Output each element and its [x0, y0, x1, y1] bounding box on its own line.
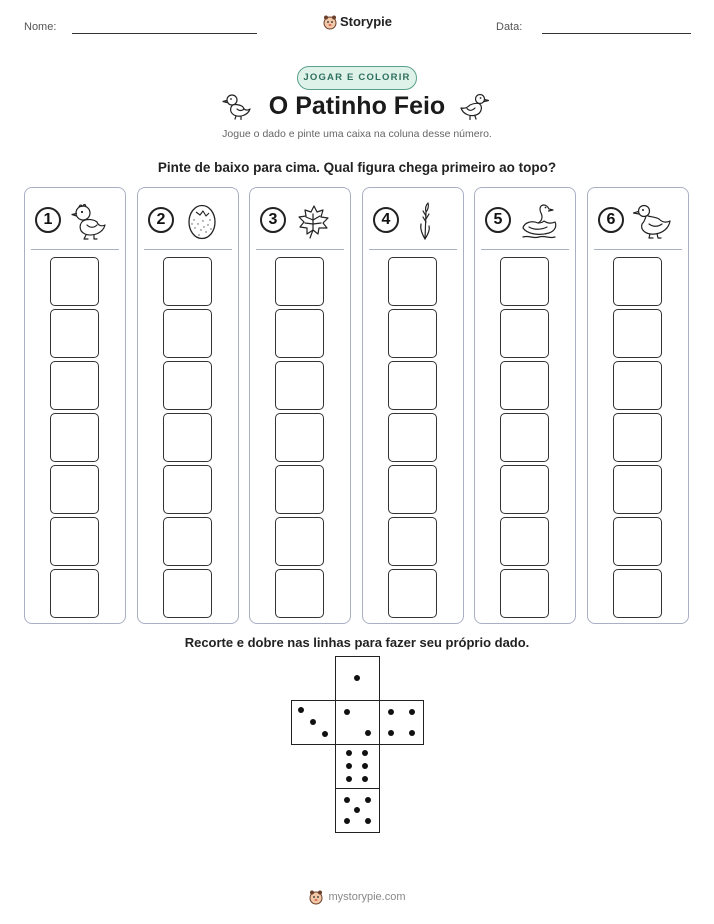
- date-line: [542, 33, 691, 34]
- column-divider: [369, 249, 457, 250]
- game-instruction: Pinte de baixo para cima. Qual figura chega primeiro ao topo?: [157, 160, 557, 175]
- color-box[interactable]: [613, 465, 662, 514]
- color-box[interactable]: [163, 257, 212, 306]
- color-box[interactable]: [50, 361, 99, 410]
- color-box[interactable]: [275, 309, 324, 358]
- color-box[interactable]: [613, 361, 662, 410]
- die-face: [335, 656, 380, 701]
- die-pip: [365, 818, 371, 824]
- die-pip: [354, 675, 360, 681]
- color-box[interactable]: [500, 257, 549, 306]
- column-header: [148, 202, 230, 238]
- color-box[interactable]: [50, 517, 99, 566]
- color-box[interactable]: [275, 413, 324, 462]
- color-box[interactable]: [275, 361, 324, 410]
- die-pip: [344, 818, 350, 824]
- color-box[interactable]: [163, 309, 212, 358]
- name-label: Nome:: [24, 21, 57, 33]
- storypie-logo-icon: [308, 889, 324, 905]
- color-box[interactable]: [275, 517, 324, 566]
- color-box[interactable]: [163, 413, 212, 462]
- column-3: [249, 187, 351, 624]
- duck-icon: [632, 202, 672, 240]
- brand-name: Storypie: [339, 14, 392, 30]
- column-number: 1: [35, 207, 61, 233]
- color-box[interactable]: [388, 517, 437, 566]
- column-number: 3: [260, 207, 286, 233]
- brand: [0, 13, 714, 30]
- die-pip: [346, 763, 352, 769]
- die-pip: [344, 709, 350, 715]
- die-face: [335, 788, 380, 833]
- column-number: 2: [148, 207, 174, 233]
- color-box[interactable]: [275, 465, 324, 514]
- color-box[interactable]: [613, 309, 662, 358]
- cut-instruction: Recorte e dobre nas linhas para fazer seu próprio dado.: [184, 635, 530, 650]
- activity-badge: JOGAR E COLORIR: [297, 66, 417, 90]
- color-box[interactable]: [613, 569, 662, 618]
- die-face: [335, 700, 380, 745]
- die-pip: [354, 807, 360, 813]
- color-box[interactable]: [388, 569, 437, 618]
- color-box[interactable]: [388, 465, 437, 514]
- color-box[interactable]: [613, 257, 662, 306]
- column-number: 4: [373, 207, 399, 233]
- die-pip: [365, 797, 371, 803]
- duckling-title-right-icon: [458, 92, 490, 120]
- storypie-logo-icon: [322, 14, 338, 30]
- column-2: [137, 187, 239, 624]
- die-pip: [346, 776, 352, 782]
- color-box[interactable]: [275, 569, 324, 618]
- column-4: [362, 187, 464, 624]
- footer: [0, 889, 714, 905]
- column-divider: [256, 249, 344, 250]
- color-box[interactable]: [163, 517, 212, 566]
- color-box[interactable]: [50, 569, 99, 618]
- column-header: [373, 202, 455, 238]
- column-header: [598, 202, 680, 238]
- color-box[interactable]: [50, 309, 99, 358]
- column-header: [260, 202, 342, 238]
- color-box[interactable]: [163, 465, 212, 514]
- color-box[interactable]: [613, 517, 662, 566]
- color-box[interactable]: [388, 413, 437, 462]
- reed-icon: [407, 202, 447, 240]
- die-pip: [362, 776, 368, 782]
- duckling-icon: [69, 202, 109, 240]
- color-box[interactable]: [388, 257, 437, 306]
- date-label: Data:: [496, 21, 523, 33]
- color-box[interactable]: [613, 413, 662, 462]
- color-box[interactable]: [388, 361, 437, 410]
- die-face: [379, 700, 424, 745]
- die-pip: [346, 750, 352, 756]
- color-box[interactable]: [500, 309, 549, 358]
- color-box[interactable]: [163, 361, 212, 410]
- die-pip: [298, 707, 304, 713]
- color-box[interactable]: [50, 413, 99, 462]
- column-header: [485, 202, 567, 238]
- column-1: [24, 187, 126, 624]
- die-pip: [409, 709, 415, 715]
- color-box[interactable]: [500, 517, 549, 566]
- die-face: [335, 744, 380, 789]
- die-pip: [310, 719, 316, 725]
- column-number: 6: [598, 207, 624, 233]
- die-pip: [322, 731, 328, 737]
- leaf-icon: [294, 202, 334, 240]
- die-pip: [388, 730, 394, 736]
- color-box[interactable]: [163, 569, 212, 618]
- column-header: [35, 202, 117, 238]
- color-box[interactable]: [500, 465, 549, 514]
- die-pip: [365, 730, 371, 736]
- subtitle: Jogue o dado e pinte uma caixa na coluna desse número.: [222, 128, 492, 140]
- die-pip: [388, 709, 394, 715]
- page-title: O Patinho Feio: [268, 92, 446, 120]
- color-box[interactable]: [50, 257, 99, 306]
- color-box[interactable]: [500, 361, 549, 410]
- column-divider: [31, 249, 119, 250]
- footer-url: mystorypie.com: [328, 891, 406, 903]
- color-box[interactable]: [500, 413, 549, 462]
- column-6: [587, 187, 689, 624]
- name-line: [72, 33, 257, 34]
- color-box[interactable]: [500, 569, 549, 618]
- color-box[interactable]: [50, 465, 99, 514]
- die-pip: [362, 763, 368, 769]
- egg-icon: [182, 202, 222, 240]
- column-number: 5: [485, 207, 511, 233]
- swan-icon: [519, 202, 559, 240]
- color-box[interactable]: [275, 257, 324, 306]
- column-divider: [144, 249, 232, 250]
- column-5: [474, 187, 576, 624]
- die-pip: [362, 750, 368, 756]
- die-face: [291, 700, 336, 745]
- die-pip: [409, 730, 415, 736]
- die-pip: [344, 797, 350, 803]
- color-box[interactable]: [388, 309, 437, 358]
- column-divider: [481, 249, 569, 250]
- column-divider: [594, 249, 682, 250]
